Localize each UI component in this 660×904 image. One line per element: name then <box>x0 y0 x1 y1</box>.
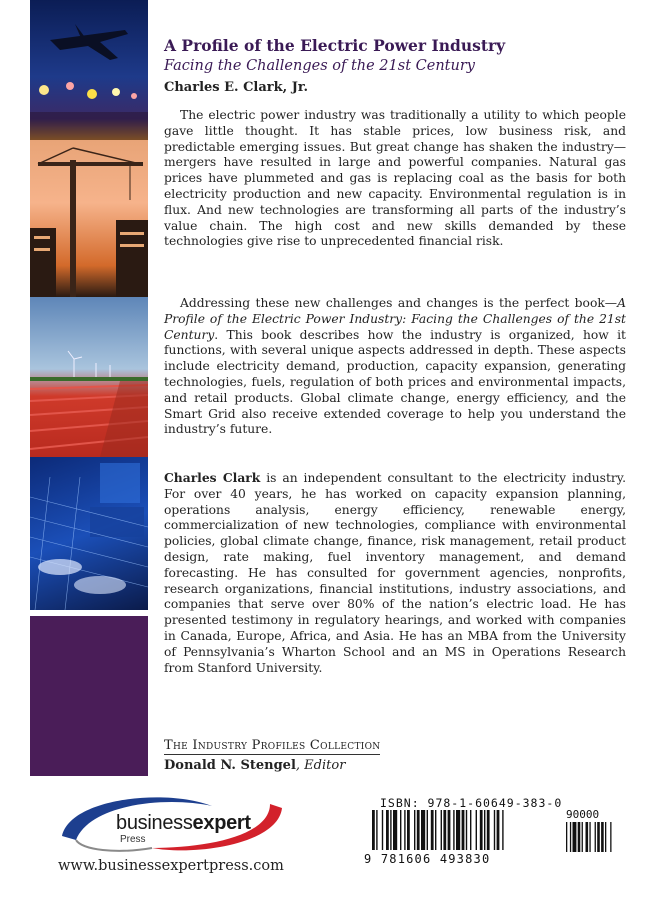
barcode-bar <box>372 810 375 850</box>
barcode-bar <box>390 810 391 850</box>
bio-author-name: Charles Clark <box>164 470 261 485</box>
barcode-bar <box>453 810 454 850</box>
logo-word-business: business <box>116 812 193 834</box>
barcode-bar <box>448 810 451 850</box>
barcode-bar <box>382 810 383 850</box>
barcode-bar <box>435 810 436 850</box>
book-author: Charles E. Clark, Jr. <box>164 80 309 95</box>
barcode-bar <box>497 810 500 850</box>
barcode-bar <box>484 810 485 850</box>
barcode-digits: 9 781606 493830 <box>364 852 491 866</box>
barcode-addon-bar <box>605 822 606 852</box>
bio-text: is an independent consultant to the electricity industry. For over 40 years, he has worked on capacity expansion planning, operations analysis, energy efficiency, renewable energy, commercialization of new technologies, compliance with environmental policies, global climate change, finance, risk management, retail product design, rate making, fuel inventory management, and demand forecasting. He has consulted for government agencies, nonprofits, research organizations, financial institutions, industry associations, and companies that serve over 80% of the nation’s electric load. He has presented testimony in regulatory hearings, and worked with companies in Canada, Europe, Africa, and Asia. He has an MBA from the University of Pennsylvania’s Wharton School and an MS in Operations Research from Stanford University. <box>164 471 626 675</box>
barcode-addon-bar <box>586 822 589 852</box>
barcode-bar <box>417 810 420 850</box>
book-subtitle: Facing the Challenges of the 21st Century <box>164 58 475 74</box>
logo-press-label: Press <box>120 834 146 845</box>
barcode-bar <box>502 810 503 850</box>
collection-editor <box>164 758 345 773</box>
barcode-bar <box>431 810 434 850</box>
barcode-bar <box>476 810 477 850</box>
barcode-bar <box>487 810 490 850</box>
barcode-bar <box>443 810 446 850</box>
barcode-bar <box>427 810 428 850</box>
book-title: A Profile of the Electric Power Industry <box>164 36 506 55</box>
barcode-bar <box>462 810 465 850</box>
publisher-logo <box>56 790 288 856</box>
barcode-bar <box>421 810 425 850</box>
barcode-addon-number: 90000 <box>566 808 600 821</box>
barcode-bar <box>407 810 410 850</box>
barcode-bar <box>404 810 405 850</box>
barcode-addon-bar <box>595 822 596 852</box>
barcode-addon-bar <box>570 822 571 852</box>
isbn-label: ISBN: 978-1-60649-383-0 <box>380 796 563 810</box>
purple-color-block <box>30 616 148 776</box>
description-p2-book-title: A Profile of the Electric Power Industry: Facing the Challenges of the 21st Century <box>164 296 626 342</box>
author-bio <box>164 470 626 676</box>
construction-crane-photo <box>30 140 148 297</box>
editor-name: Donald N. Stengel <box>164 758 296 773</box>
editor-role: , Editor <box>295 758 346 773</box>
logo-word-expert: expert <box>192 812 251 834</box>
barcode-addon-bar <box>597 822 600 852</box>
description-paragraph-1 <box>164 108 626 250</box>
barcode-bar <box>376 810 377 850</box>
description-p1-text: The electric power industry was traditionally a utility to which people gave little thought. It has stable prices, low business risk, and predictable emerging issues. But great change has shaken the industry—mergers have resulted in large and powerful companies. Natural gas prices have plummeted and gas is replacing coal as the basis for both electricity production and new capacity. Environmental regulation is in flux. And new technologies are transforming all parts of the industry’s value chain. The high cost and new skills demanded by these technologies give rise to unprecedented financial risk. <box>164 108 626 249</box>
barcode-addon-bar <box>582 822 583 852</box>
description-p2-intro: Addressing these new challenges and changes is the perfect book— <box>180 296 618 310</box>
barcode-bar <box>414 810 415 850</box>
barcode-bar <box>441 810 442 850</box>
barcode-addon-bar <box>573 822 577 852</box>
collection-name: The Industry Profiles Collection <box>164 738 381 753</box>
barcode-bar <box>466 810 467 850</box>
solar-panels-photo <box>30 457 148 610</box>
barcode-bar <box>470 810 471 850</box>
barcode-bar <box>494 810 495 850</box>
barcode-addon-bar <box>566 822 567 852</box>
barcode-addon-bar <box>601 822 604 852</box>
airplane-photo <box>30 0 148 140</box>
barcode-addon-bar <box>578 822 581 852</box>
description-paragraph-2 <box>164 296 626 438</box>
barcode-bar <box>480 810 483 850</box>
barcode-bar <box>456 810 460 850</box>
barcode-bar <box>400 810 401 850</box>
publisher-url: www.businessexpertpress.com <box>58 858 284 874</box>
logo-wordmark <box>116 812 251 835</box>
description-p2-rest: . This book describes how the industry is organized, how it functions, with several unique aspects addressed in depth. These aspects include electricity demand, production, capacity expansion, generating technologies, fuels, regulation of both prices and environmental impacts, and retail products. Global climate change, energy efficiency, and the Smart Grid also receive extended coverage to help you understand the industry’s future. <box>164 327 626 437</box>
barcode-bar <box>393 810 397 850</box>
wind-turbines-tulip-field-photo <box>30 297 148 457</box>
barcode-addon-bar <box>589 822 590 852</box>
barcode-addon-bar <box>610 822 611 852</box>
barcode-bar <box>386 810 389 850</box>
